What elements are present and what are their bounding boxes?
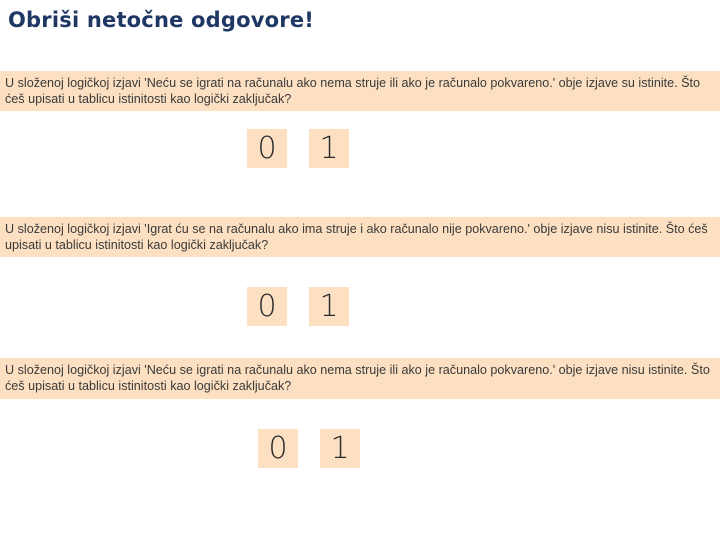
question-2-text: U složenoj logičkoj izjavi 'Igrat ću se na računalu ako ima struje i ako računalo nije pokvareno.' obje izjave nisu istinite. Što ćeš upisati u tablicu istinitosti kao logički zaključak? [0, 217, 720, 257]
question-1-text: U složenoj logičkoj izjavi 'Neću se igrati na računalu ako nema struje ili ako je računalo pokvareno.' obje izjave su istinite. Što ćeš upisati u tablicu istinitosti kao logički zaključak? [0, 71, 720, 111]
question-1-answer-1-button[interactable]: 1 [309, 129, 349, 168]
question-3-answer-0-button[interactable]: 0 [258, 429, 298, 468]
question-2-answer-0-button[interactable]: 0 [247, 287, 287, 326]
question-2-answer-1-button[interactable]: 1 [309, 287, 349, 326]
question-3-text: U složenoj logičkoj izjavi 'Neću se igrati na računalu ako nema struje ili ako je računalo pokvareno.' obje izjave nisu istinite. Što ćeš upisati u tablicu istinitosti kao logički zaključak? [0, 358, 720, 399]
page-title: Obriši netočne odgovore! [8, 8, 315, 32]
question-3-answer-1-button[interactable]: 1 [320, 429, 360, 468]
question-1-answer-0-button[interactable]: 0 [247, 129, 287, 168]
